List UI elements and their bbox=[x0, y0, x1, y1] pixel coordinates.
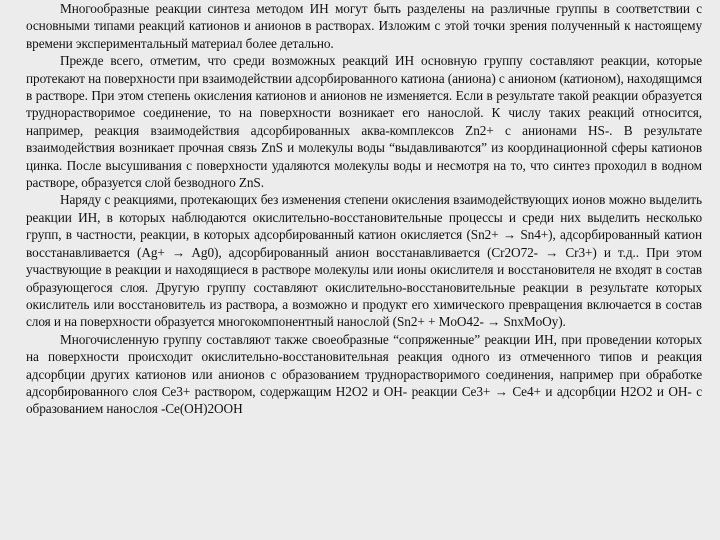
paragraph-redox-reactions bbox=[26, 191, 702, 330]
paragraph-redox-reactions-text: Наряду с реакциями, протекающих без изменения степени окисления взаимодействующих ионов можно выделить реакции ИН, в которых наблюдаются окислительно-восстановительные процессы и среди них выделить несколько групп, в частности, реакции, в которых адсорбированный катион окисляется (Sn2+ → Sn4+), адсорбированный катион восстанавливается (Ag+ → Ag0), адсорбированный анион восстанавливается (Cr2O72- → Cr3+) и т.д.. При этом участвующие в реакции и находящиеся в растворе молекулы или ионы окислителя и восстановителя не входят в состав образующегося слоя. Другую группу составляют окислительно-восстановительные реакции в результате которых окислитель или восстановитель из раствора, а возможно и продукт его химического превращения включается в состав слоя и на поверхности образуется многокомпонентный нанослой (Sn2+ + MoO42- → SnxMoOy). bbox=[26, 192, 702, 330]
paragraph-intro-text: Многообразные реакции синтеза методом ИН могут быть разделены на различные группы в соответствии с основными типами реакций катионов и анионов в растворах. Изложим с этой точки зрения полученный к настоящему времени экспериментальный материал более детально. bbox=[26, 1, 702, 51]
paragraph-ion-exchange-reactions bbox=[26, 52, 702, 191]
paragraph-intro bbox=[26, 0, 702, 52]
paragraph-coupled-reactions bbox=[26, 331, 702, 418]
paragraph-ion-exchange-reactions-text: Прежде всего, отметим, что среди возможных реакций ИН основную группу составляют реакции, которые протекают на поверхности при взаимодействии адсорбированного катиона (аниона) с анионом (катионом), находящимся в растворе. При этом степень окисления катионов и анионов не изменяется. Если в результате такой реакции образуется труднорастворимое соединение, то на поверхности возникает его нанослой. К числу таких реакций относится, например, реакция взаимодействия адсорбированных аква-комплексов Zn2+ с анионами HS-. В результате взаимодействия возникает прочная связь ZnS и молекулы воды “выдавливаются” из координационной сферы катионов цинка. После высушивания с поверхности удаляются молекулы воды и несмотря на то, что синтез проходил в водном растворе, образуется слой безводного ZnS. bbox=[26, 53, 702, 191]
paragraph-coupled-reactions-text: Многочисленную группу составляют также своеобразные “сопряженные” реакции ИН, при проведении которых на поверхности происходит окислительно-восстановительная реакция одного из отмеченного типов и реакция адсорбции других катионов или анионов с образованием труднорастворимого соединения, например при обработке адсорбированного слоя Ce3+ раствором, содержащим H2O2 и OH- реакции Ce3+ → Ce4+ и адсорбции H2O2 и OH- с образованием нанослоя -Ce(OH)2OOH bbox=[26, 331, 702, 417]
